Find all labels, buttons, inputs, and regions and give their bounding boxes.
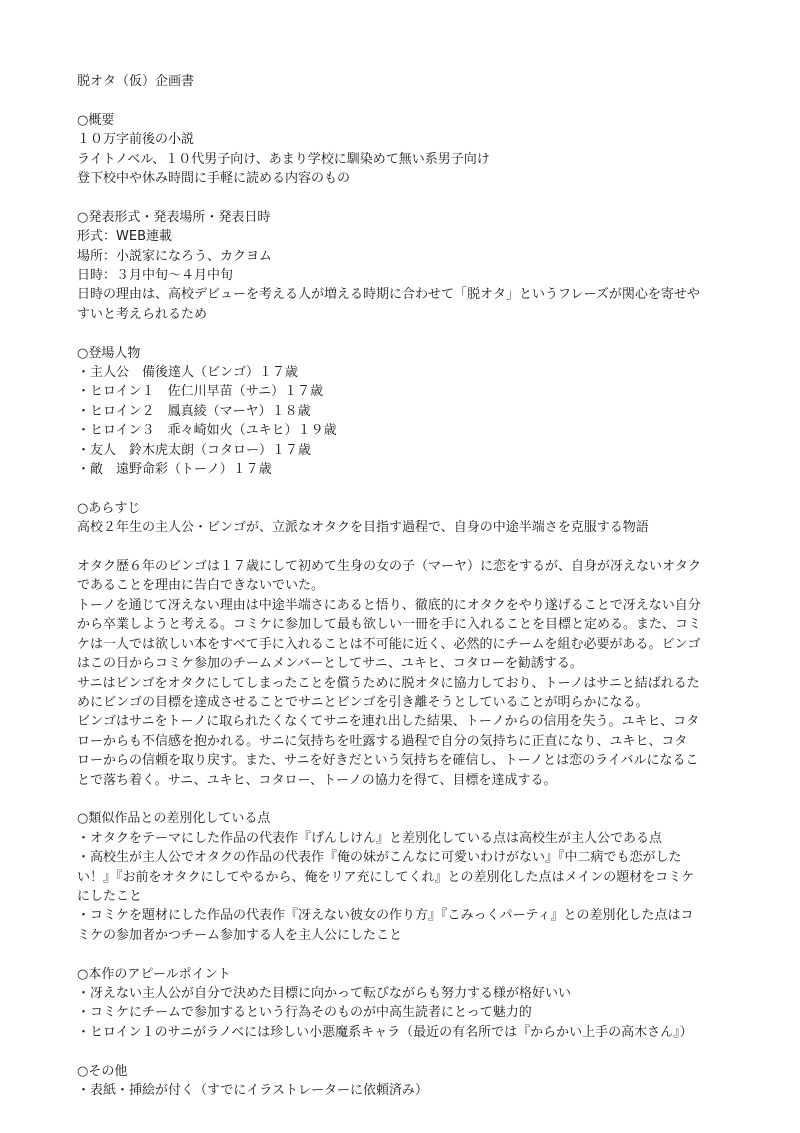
document-title: 脱オタ（仮）企画書 (77, 74, 195, 89)
character-item: ・友人 鈴木虎太朗（コタロー）１７歳 (77, 442, 312, 458)
synopsis-line: ビンゴはサニをトーノに取られたくなくてサニを連れ出した結果、トーノからの信用を失う。ユキヒ、コタ (77, 714, 700, 730)
section-heading-differentiation: ○類似作品との差別化している点 (77, 811, 271, 827)
overview-line: ライトノベル、１０代男子向け、あまり学校に馴染めて無い系男子向け (77, 151, 490, 167)
differentiation-line: い！』『お前をオタクにしてやるから、俺をリア充にしてくれ』との差別化した点はメインの題材をコミケ (77, 869, 695, 885)
section-heading-synopsis: ○あらすじ (77, 500, 141, 516)
synopsis-line: から卒業しようと考える。コミケに参加して最も欲しい一冊を手に入れることを目標と定める。また、コミ (77, 617, 702, 633)
section-heading-publication: ○発表形式・発表場所・発表日時 (77, 209, 271, 225)
publication-line: 日時の理由は、高校デビューを考える人が増える時期に合わせて「脱オタ」というフレーズが関心を寄せや (77, 287, 700, 303)
synopsis-line: トーノを通じて冴えない理由は中途半端さにあると悟り、徹底的にオタクをやり遂げることで冴えない自分 (77, 597, 701, 613)
section-publication (77, 208, 727, 324)
section-characters (77, 344, 727, 480)
synopsis-line: めにビンゴの目標を達成させることでサニとビンゴを引き離そうとしていることが明らかになる。 (77, 694, 649, 710)
character-item: ・ヒロイン２ 鳳真綾（マーヤ）１８歳 (77, 403, 311, 419)
synopsis-line: サニはビンゴをオタクにしてしまったことを償うために脱オタに協力しており、トーノはサニと結ばれるた (77, 675, 700, 691)
publication-line: 形式：WEB連載 (77, 229, 172, 245)
differentiation-line: ・高校生が主人公でオタクの作品の代表作『俺の妹がこんなに可愛いわけがない』『中二病でも恋がした (77, 850, 682, 866)
section-differentiation (77, 809, 727, 945)
synopsis-line: ローからも不信感を抱かれる。サニに気持ちを吐露する過程で自分の気持ちに正直になり、ユキヒ、コタ (77, 733, 688, 749)
differentiation-line: にしたこと (77, 888, 143, 904)
character-item: ・ヒロイン３ 乖々崎如火（ユキヒ）１９歳 (77, 423, 337, 439)
synopsis-line: はこの日からコミケ参加のチームメンバーとしてサニ、ユキヒ、コタローを勧誘する。 (77, 656, 583, 672)
synopsis-line: とで落ち着く。サニ、ユキヒ、コタロー、トーノの協力を得て、目標を達成する。 (77, 772, 557, 788)
overview-line: １０万字前後の小説 (77, 132, 195, 148)
section-heading-overview: ○概要 (77, 112, 115, 128)
synopsis-line: ローからの信頼を取り戻す。また、サニを好きだという気持ちを確信し、トーノとは恋のライバルになるこ (77, 753, 699, 769)
section-heading-other: ○その他 (77, 1063, 128, 1079)
character-item: ・主人公 備後達人（ビンゴ）１７歳 (77, 365, 299, 381)
appeal-item: ・冴えない主人公が自分で決めた目標に向かって転びながらも努力する様が格好いい (77, 985, 572, 1001)
differentiation-line: ・コミケを題材にした作品の代表作『冴えない彼女の作り方』『こみっくパーティ』との差別化した点はコ (77, 908, 694, 924)
section-appeal (77, 965, 727, 1043)
section-synopsis (77, 499, 727, 790)
appeal-item: ・コミケにチームで参加するという行為そのものが中高生読者にとって魅力的 (77, 1005, 532, 1021)
other-item: ・表紙・挿絵が付く（すでにイラストレーターに依頼済み） (77, 1083, 429, 1098)
publication-line: 日時：３月中旬～４月中旬 (77, 268, 234, 284)
differentiation-line: ・オタクをテーマにした作品の代表作『げんしけん』と差別化している点は高校生が主人公である点 (77, 830, 663, 846)
publication-line: すいと考えられるため (77, 306, 208, 322)
section-heading-characters: ○登場人物 (77, 345, 141, 361)
overview-line: 登下校中や休み時間に手軽に読める内容のもの (77, 171, 351, 187)
synopsis-line: ケは一人では欲しい本をすべて手に入れることは不可能に近く、必然的にチームを組む必要がある。ビンゴ (77, 636, 701, 652)
publication-line: 場所：小説家になろう、カクヨム (77, 248, 273, 264)
section-overview (77, 111, 727, 189)
section-heading-appeal: ○本作のアピールポイント (77, 966, 231, 982)
differentiation-line: ミケの参加者かつチーム参加する人を主人公にしたこと (77, 927, 403, 943)
section-other (77, 1062, 727, 1101)
character-item: ・敵 遠野命彩（トーノ）１７歳 (77, 462, 272, 478)
appeal-item: ・ヒロイン１のサニがラノベには珍しい小悪魔系キャラ（最近の有名所では『からかい上手の高木さん』） (77, 1024, 693, 1040)
document-page (77, 72, 727, 1100)
character-item: ・ヒロイン１ 佐仁川早苗（サニ）１７歳 (77, 384, 324, 400)
synopsis-line: オタク歴６年のビンゴは１７歳にして初めて生身の女の子（マーヤ）に恋をするが、自身が冴えないオタク (77, 559, 702, 575)
synopsis-line: であることを理由に告白できないでいた。 (77, 578, 325, 594)
synopsis-lead: 高校２年生の主人公・ビンゴが、立派なオタクを目指す過程で、自身の中途半端さを克服する物語 (77, 520, 649, 536)
